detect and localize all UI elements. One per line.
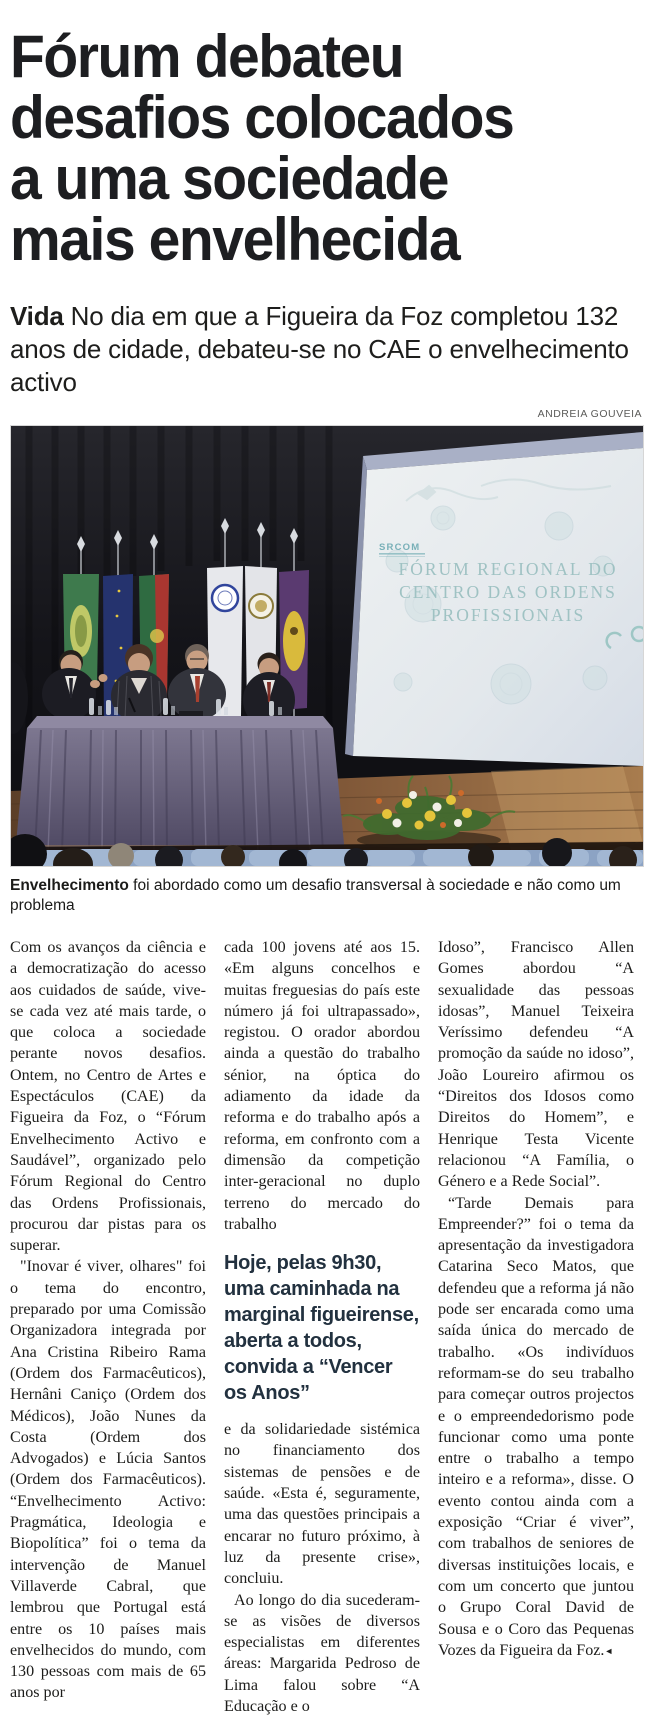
body-column-1 <box>10 937 206 1717</box>
paragraph: Ao longo do dia sucederam-se as visões de diversos especialistas em diferentes áreas: Margarida Pedroso de Lima falou sobre “A Educação e o <box>224 1591 420 1716</box>
end-of-article-mark: ◄ <box>604 1645 614 1656</box>
headline-line <box>10 23 642 90</box>
paragraph-text: “Tarde Demais para Empreender?” foi o tema da apresentação da investigadora Catarina Seco Matos, que defendeu que a reforma já não pode ser encarada como uma saída única do mercado de trabalho. «Os indivíduos reformam-se do seu trabalho para começar outros projectos e o empreendedorismo pode funcionar como uma ponte entre o trabalho a tempo inteiro e a reforma», disse. O evento contou ainda com a exposição “Criar é viver”, com trabalhos de seniores de diversas instituições locais, e com um concerto que juntou o Grupo Coral David de Sousa e o Coro das Pequenas Vozes da Figueira da Foz. <box>438 1194 634 1659</box>
photo-credit: ANDREIA GOUVEIA <box>537 408 642 420</box>
paragraph: cada 100 jovens até aos 15. «Em alguns concelhos e muitas freguesias do país este número já foi ultrapassado», registou. O orador abordou ainda a questão do trabalho sénior, na óptica do adiamento da idade da reforma e do trabalho após a reforma, em confronto com a dimensão da competição inter-geracional no duplo terreno do mercado do trabalho <box>224 939 420 1233</box>
screen-title-line: CENTRO DAS ORDENS <box>399 582 617 602</box>
body-column-2 <box>224 937 420 1717</box>
paragraph: "Inovar é viver, olhares" foi o tema do encontro, preparado por uma Comissão Organizadora integrada por Ana Cristina Ribeiro Rama (Ordem dos Farmacêuticos), Hernâni Caniço (Ordem dos Médicos), João Nunes da Costa (Ordem dos Advogados) e Lúcia Santos (Ordem dos Farmacêuticos). “Envelhecimento Activo: Pragmática, Ideologia e Biopolítica” foi o tema da intervenção de Manuel Villaverde Cabral, que lembrou que Portugal está entre os 10 países mais envelhecidos do mundo, com 130 pessoas com mais de 65 anos por <box>10 1258 206 1702</box>
standfirst <box>10 300 642 399</box>
headline-line <box>10 84 642 151</box>
headline-text: desafios colocados <box>10 84 514 151</box>
panel-table <box>15 698 345 854</box>
headline-text: a uma sociedade <box>10 145 448 212</box>
screen-reflection <box>491 766 643 850</box>
article-photo <box>10 425 644 867</box>
headline <box>10 23 642 273</box>
headline-text: mais envelhecida <box>10 206 460 273</box>
paragraph: Com os avanços da ciência e a democratização do acesso aos cuidados de saúde, vive-se cada vez até mais tarde, o que coloca a sociedade perante novos desafios. Ontem, no Centro de Artes e Espectáculos (CAE) da Figueira da Foz, o “Fórum Envelhecimento Activo e Saudável”, organizado pelo Fórum Regional do Centro das Ordens Profissionais, procurou dar pistas para os superar. <box>10 939 206 1255</box>
caption-lead: Envelhecimento <box>10 877 129 894</box>
paragraph: e da solidariedade sistémica no financiamento dos sistemas de pensões e de saúde. «Esta é, seguramente, uma das questões principais a encarar no futuro próximo, à luz da presente crise», concluiu. <box>224 1421 420 1588</box>
srcom-logo-rule <box>379 553 425 555</box>
srcom-logo-text: SRCOM <box>379 542 421 553</box>
caption-text: foi abordado como um desafio transversal à sociedade e não como um problema <box>10 877 621 914</box>
body-column-3 <box>438 937 634 1717</box>
headline-line <box>10 206 642 273</box>
paragraph <box>438 1193 634 1663</box>
article-body <box>10 937 642 1717</box>
projection-screen <box>345 432 643 766</box>
pull-quote: Hoje, pelas 9h30, uma caminhada na marginal figueirense, aberta a todos, convida a “Vencer os Anos” <box>224 1252 419 1405</box>
photo-caption <box>10 876 642 916</box>
kicker: Vida <box>10 301 64 331</box>
paragraph: Idoso”, Francisco Allen Gomes abordou “A sexualidade das pessoas idosas”, Manuel Teixeira Veríssimo defendeu “A promoção da saúde no idoso”, João Loureiro afirmou os “Direitos dos Idosos como Direitos do Homem”, e Henrique Testa Vicente relacionou “A Família, o Género e a Rede Social”. <box>438 939 634 1191</box>
srcom-logo-rule2 <box>379 556 425 557</box>
headline-line <box>10 145 642 212</box>
screen-title-line: FÓRUM REGIONAL DO <box>398 559 618 579</box>
standfirst-text: No dia em que a Figueira da Foz completou 132 anos de cidade, debateu-se no CAE o envelhecimento activo <box>10 301 629 397</box>
table-top <box>27 716 333 728</box>
photo-illustration <box>11 426 643 866</box>
screen-title-line: PROFISSIONAIS <box>430 605 586 625</box>
headline-text: Fórum debateu <box>10 23 404 90</box>
